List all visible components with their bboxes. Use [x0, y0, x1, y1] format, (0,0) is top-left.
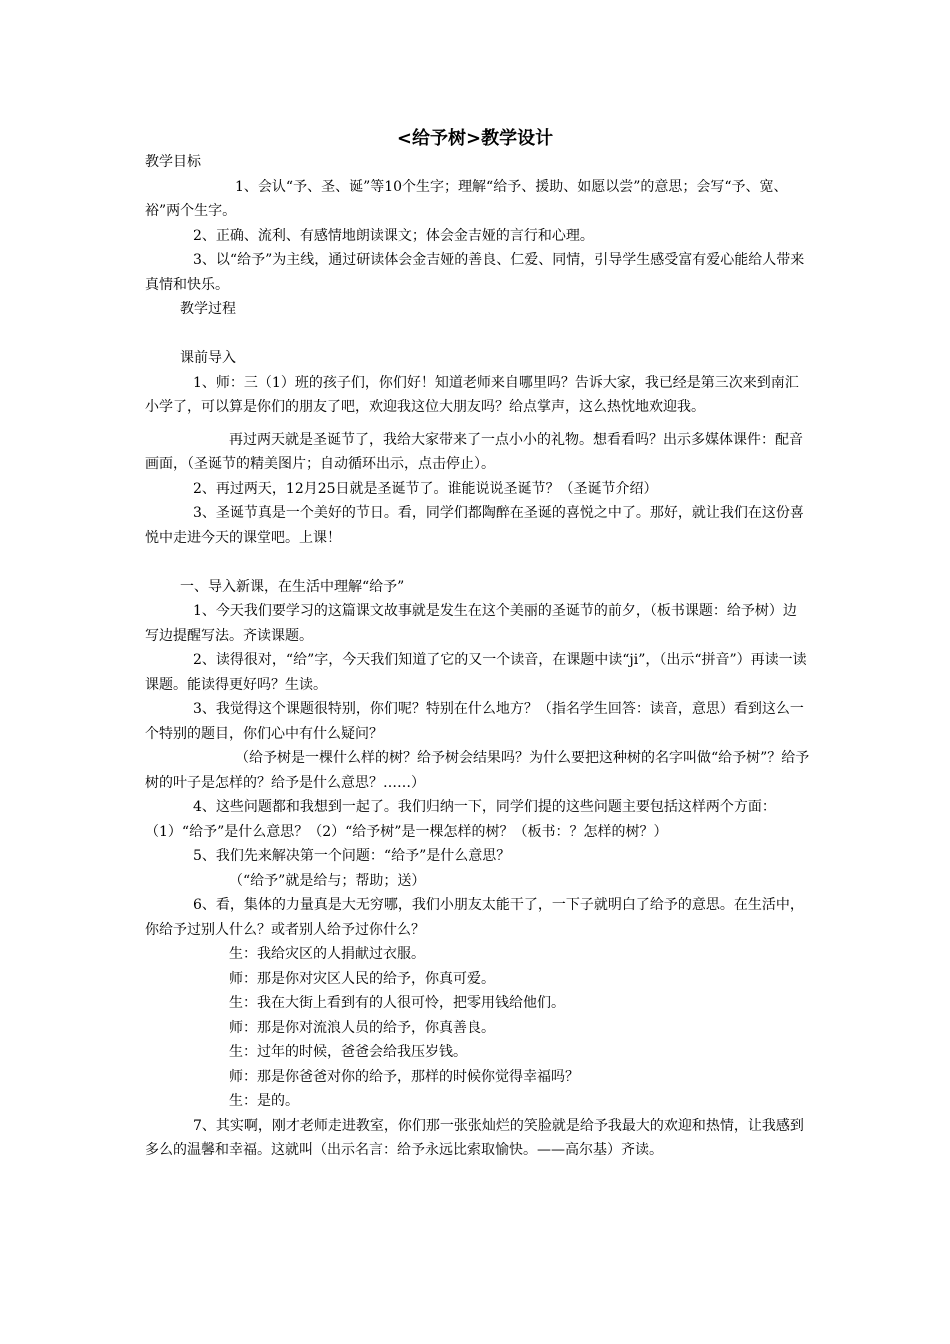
document-body	[145, 150, 810, 1163]
goal-1: 1、会认“予、圣、诞”等10个生字；理解“给予、援助、如愿以尝”的意思；会写“予、宽、裕”两个生字。	[145, 178, 788, 219]
paragraph-1: 1、今天我们要学习的这篇课文故事就是发生在这个美丽的圣诞节的前夕，（板书课题：给予树）边写边提醒写法。齐读课题。	[145, 603, 797, 644]
goal-3: 3、以“给予”为主线，通过研读体会金吉娅的善良、仁爱、同情，引导学生感受富有爱心能给人带来真情和快乐。	[145, 252, 805, 293]
paragraph-3b: （给予树是一棵什么样的树？给予树会结果吗？为什么要把这种树的名字叫做“给予树”？给予树的叶子是怎样的？给予是什么意思？……）	[145, 750, 810, 791]
intro-paragraph-2: 2、再过两天，12月25日就是圣诞节了。谁能说说圣诞节？（圣诞节介绍）	[193, 480, 658, 497]
blank-line	[145, 420, 810, 428]
blank-line	[145, 550, 810, 575]
paragraph-3: 3、我觉得这个课题很特别，你们呢？特别在什么地方？（指名学生回答：读音，意思）看到这么一个特别的题目，你们心中有什么疑问？	[145, 701, 804, 742]
goal-2: 2、正确、流利、有感情地朗读课文；体会金吉娅的言行和心理。	[193, 227, 594, 244]
intro-heading: 课前导入	[180, 350, 236, 366]
intro-paragraph-1b: 再过两天就是圣诞节了，我给大家带来了一点小小的礼物。想看看吗？出示多媒体课件：配音画面，（圣诞节的精美图片；自动循环出示，点击停止）。	[145, 431, 803, 472]
part1-heading: 一、导入新课，在生活中理解“给予”	[180, 578, 405, 595]
dialog-line: 师：那是你对灾区人民的给予，你真可爱。	[229, 970, 495, 987]
paragraph-5: 5、我们先来解决第一个问题：“给予”是什么意思？	[193, 848, 511, 864]
intro-paragraph-1: 1、师：三（1）班的孩子们，你们好！知道老师来自哪里吗？告诉大家，我已经是第三次来到南汇小学了，可以算是你们的朋友了吧，欢迎我这位大朋友吗？给点掌声，这么热忱地欢迎我。	[145, 374, 799, 415]
dialog-line: 师：那是你对流浪人员的给予，你真善良。	[229, 1019, 495, 1036]
dialog-line: 师：那是你爸爸对你的给予，那样的时候你觉得幸福吗？	[229, 1068, 579, 1085]
paragraph-4: 4、这些问题都和我想到一起了。我们归纳一下，同学们提的这些问题主要包括这样两个方面：（1）“给予”是什么意思？（2）“给予树”是一棵怎样的树？（板书：？怎样的树？）	[145, 799, 776, 840]
paragraph-2: 2、读得很对，“给”字，今天我们知道了它的又一个读音，在课题中读“ji”，（出示“拼音”）再读一读课题。能读得更好吗？生读。	[145, 652, 807, 693]
blank-line	[145, 322, 810, 347]
paragraph-5b: （“给予”就是给与；帮助；送）	[229, 872, 426, 889]
paragraph-6: 6、看，集体的力量真是大无穷哪，我们小朋友太能干了，一下子就明白了给予的意思。在生活中，你给予过别人什么？或者别人给予过你什么？	[145, 897, 804, 938]
goals-heading: 教学目标	[145, 154, 201, 170]
dialog-line: 生：我给灾区的人捐献过衣服。	[229, 946, 425, 962]
document-title: <给予树>教学设计	[396, 128, 554, 149]
dialog-line: 生：我在大街上看到有的人很可怜，把零用钱给他们。	[229, 995, 565, 1011]
dialog-line: 生：是的。	[229, 1093, 299, 1109]
intro-paragraph-3: 3、圣诞节真是一个美好的节日。看，同学们都陶醉在圣诞的喜悦之中了。那好，就让我们在这份喜悦中走进今天的课堂吧。上课！	[145, 505, 804, 546]
dialog-line: 生：过年的时候，爸爸会给我压岁钱。	[229, 1044, 467, 1060]
paragraph-7: 7、其实啊，刚才老师走进教室，你们那一张张灿烂的笑脸就是给予我最大的欢迎和热情，让我感到多么的温馨和幸福。这就叫（出示名言：给予永远比索取愉快。——高尔基）齐读。	[145, 1117, 804, 1158]
process-heading: 教学过程	[180, 301, 236, 317]
